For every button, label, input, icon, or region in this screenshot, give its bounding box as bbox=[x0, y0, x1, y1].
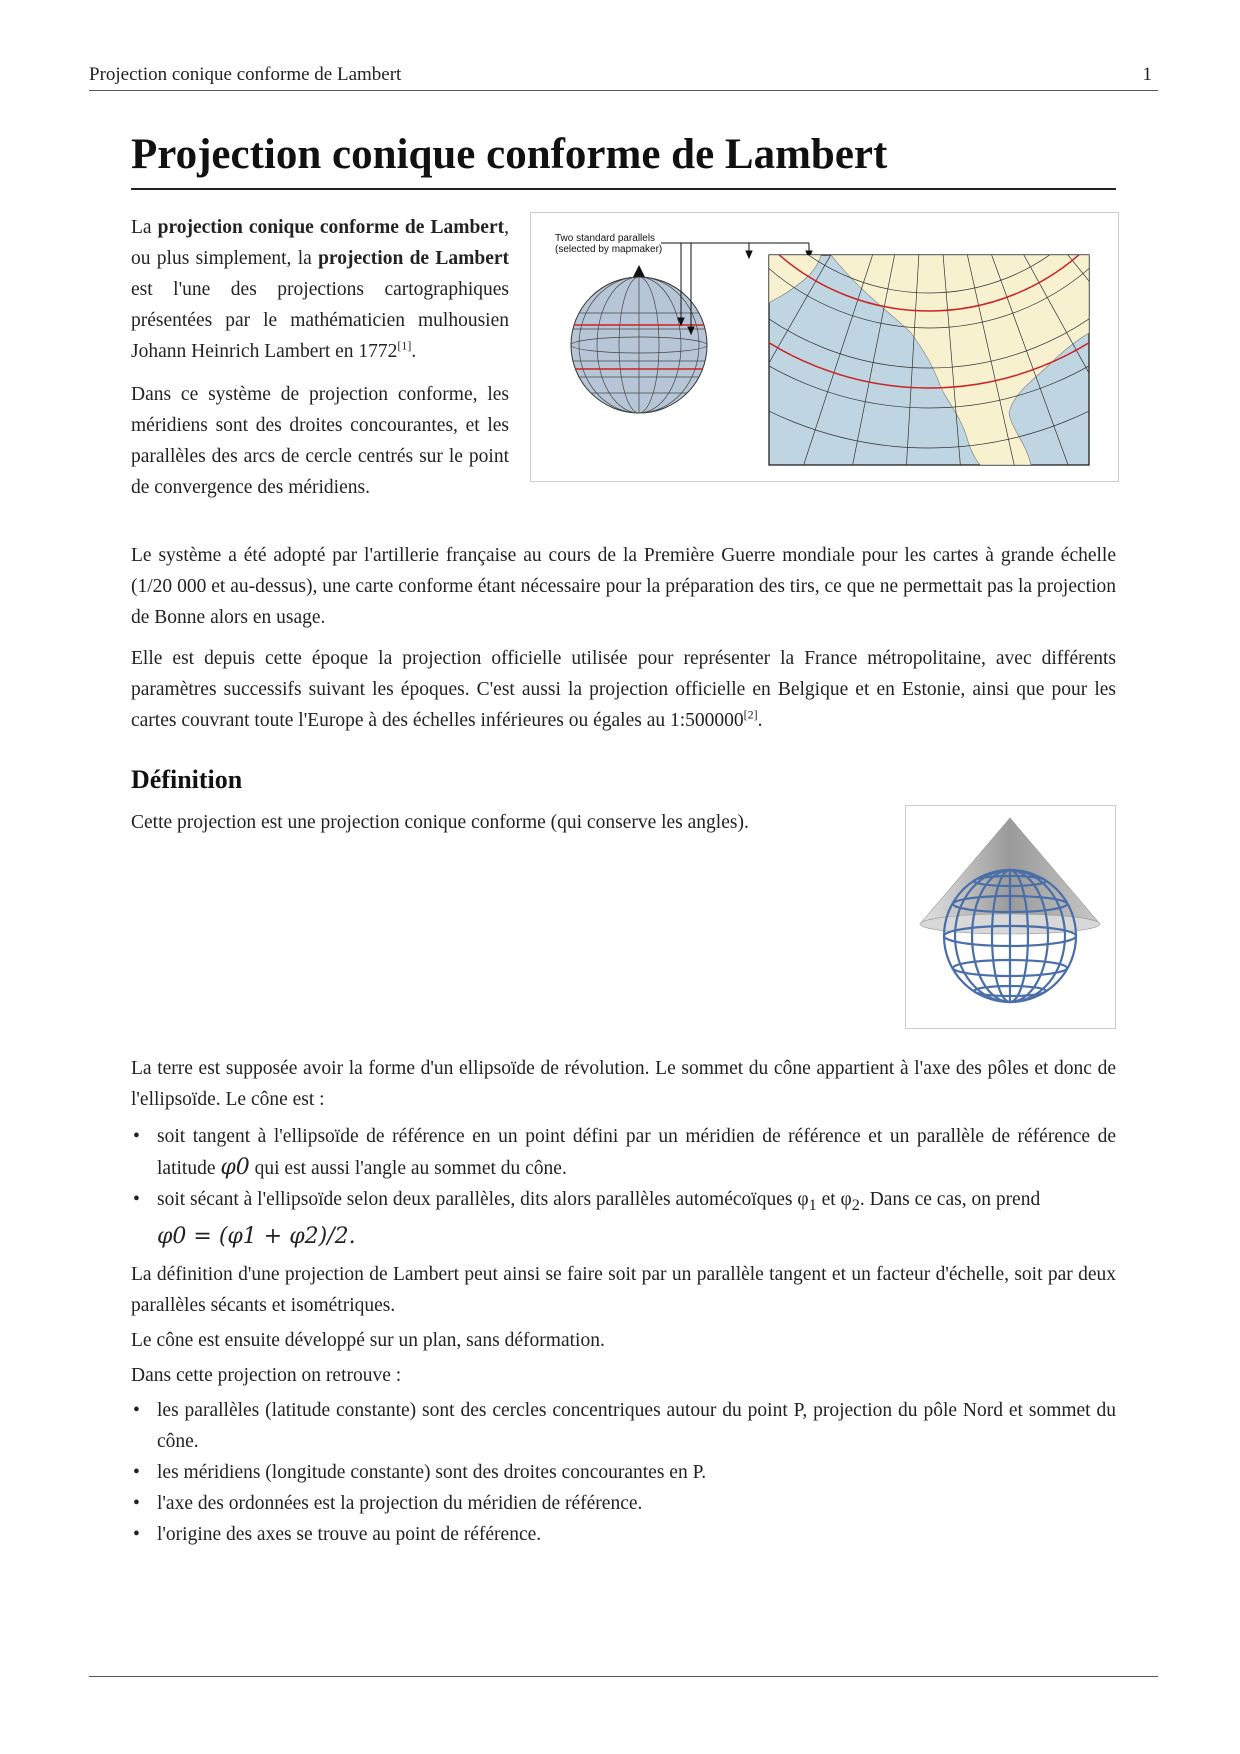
bullet-2-text-a: soit sécant à l'ellipsoïde selon deux parallèles, dits alors parallèles automécoïques φ bbox=[157, 1188, 809, 1210]
running-header-title: Projection conique conforme de Lambert bbox=[89, 64, 402, 85]
term-projection-lambert: projection conique conforme de Lambert bbox=[157, 216, 505, 238]
intro-paragraph-1 bbox=[131, 212, 509, 367]
history-paragraph-2 bbox=[131, 643, 1116, 736]
cone-type-list bbox=[131, 1121, 1116, 1253]
figure-label-line-1: Two standard parallels bbox=[555, 232, 656, 244]
bullet-1-text-a: soit tangent à l'ellipsoïde de référence en un point défini par un méridien de référence et un parallèle de référence de latitude bbox=[157, 1125, 1116, 1179]
definition-paragraph-3: La définition d'une projection de Lambert peut ainsi se faire soit par un parallèle tangent et un facteur d'échelle, soit par deux parallèles sécants et isométriques. bbox=[131, 1263, 1116, 1316]
lambert-projection-figure bbox=[530, 212, 1119, 482]
intro-text-e: est l'une des projections cartographiques présentées par le mathématicien mulhousien Johann Heinrich Lambert en 1772 bbox=[131, 278, 509, 362]
section-heading-definition: Définition bbox=[131, 764, 243, 794]
intro-text bbox=[131, 212, 509, 503]
definition-paragraph-4: Le cône est ensuite développé sur un plan, sans déformation. bbox=[131, 1329, 605, 1351]
history-paragraph-1: Le système a été adopté par l'artillerie française au cours de la Première Guerre mondiale pour les cartes à grande échelle (1/20 000 et au-dessus), une carte conforme étant nécessaire pour la préparation des tirs, ce que ne permettait pas la projection de Bonne alors en usage. bbox=[131, 544, 1116, 628]
term-projection-de-lambert: projection de Lambert bbox=[318, 247, 509, 269]
page-title: Projection conique conforme de Lambert bbox=[131, 120, 1116, 190]
definition-paragraph-2: La terre est supposée avoir la forme d'un ellipsoïde de révolution. Le sommet du cône appartient à l'axe des pôles et donc de l'ellipsoïde. Le cône est : bbox=[131, 1057, 1116, 1110]
reference-2-link[interactable]: [2] bbox=[743, 707, 758, 722]
history-text-a: Elle est depuis cette époque la projection officielle utilisée pour représenter la France métropolitaine, avec différents paramètres successifs suivant les époques. C'est aussi la projection officielle en Belgique et en Estonie, ainsi que pour les cartes couvrant toute l'Europe à des échelles inférieures ou égales au 1:500000 bbox=[131, 647, 1116, 731]
projection-properties-list bbox=[131, 1395, 1116, 1550]
history-text-end: . bbox=[757, 709, 763, 731]
math-phi0: φ0 bbox=[220, 1154, 250, 1180]
intro-text-c: , ou plus simplement, la bbox=[131, 216, 509, 269]
reference-1-link[interactable]: [1] bbox=[397, 338, 412, 353]
list-item: • l'axe des ordonnées est la projection du méridien de référence. bbox=[157, 1488, 1116, 1519]
wire-globe bbox=[944, 870, 1076, 1002]
bullet-1-text-b: qui est aussi l'angle au sommet du cône. bbox=[249, 1157, 567, 1179]
definition-paragraph-1: Cette projection est une projection conique conforme (qui conserve les angles). bbox=[131, 811, 749, 833]
list-item: • les parallèles (latitude constante) sont des cercles concentriques autour du point P, projection du pôle Nord et sommet du cône. bbox=[157, 1395, 1116, 1457]
cone-globe-figure bbox=[905, 805, 1116, 1029]
history-section bbox=[131, 540, 1116, 736]
intro-paragraph-2: Dans ce système de projection conforme, les méridiens sont des droites concourantes, et les parallèles des arcs de cercle centrés sur le point de convergence des méridiens. bbox=[131, 383, 509, 498]
list-item: • l'origine des axes se trouve au point de référence. bbox=[157, 1519, 1116, 1550]
lambert-projection-illustration bbox=[531, 213, 1118, 481]
subscript-1: 1 bbox=[808, 1195, 817, 1214]
figure-label-line-2: (selected by mapmaker) bbox=[555, 243, 663, 255]
footer-rule bbox=[89, 1676, 1158, 1677]
intro-text-end: . bbox=[411, 340, 417, 362]
subscript-2: 2 bbox=[851, 1195, 860, 1214]
intro-text-a: La bbox=[131, 216, 158, 238]
list-item bbox=[157, 1121, 1116, 1184]
list-item: • les méridiens (longitude constante) sont des droites concourantes en P. bbox=[157, 1457, 1116, 1488]
running-header bbox=[89, 62, 1158, 91]
definition-intro bbox=[131, 807, 1116, 1053]
list-item bbox=[157, 1184, 1116, 1253]
bullet-2-text-c: . Dans ce cas, on prend bbox=[859, 1188, 1041, 1210]
math-formula-phi0: φ0 = (φ1 + φ2)/2. bbox=[157, 1223, 356, 1249]
cone-globe-illustration bbox=[906, 806, 1115, 1028]
bullet-2-text-b: et φ bbox=[816, 1188, 852, 1210]
page-number: 1 bbox=[1142, 64, 1152, 85]
intro-section bbox=[131, 212, 1116, 530]
definition-paragraph-5: Dans cette projection on retrouve : bbox=[131, 1364, 402, 1386]
article bbox=[131, 120, 1116, 1556]
definition-body bbox=[131, 1053, 1116, 1550]
